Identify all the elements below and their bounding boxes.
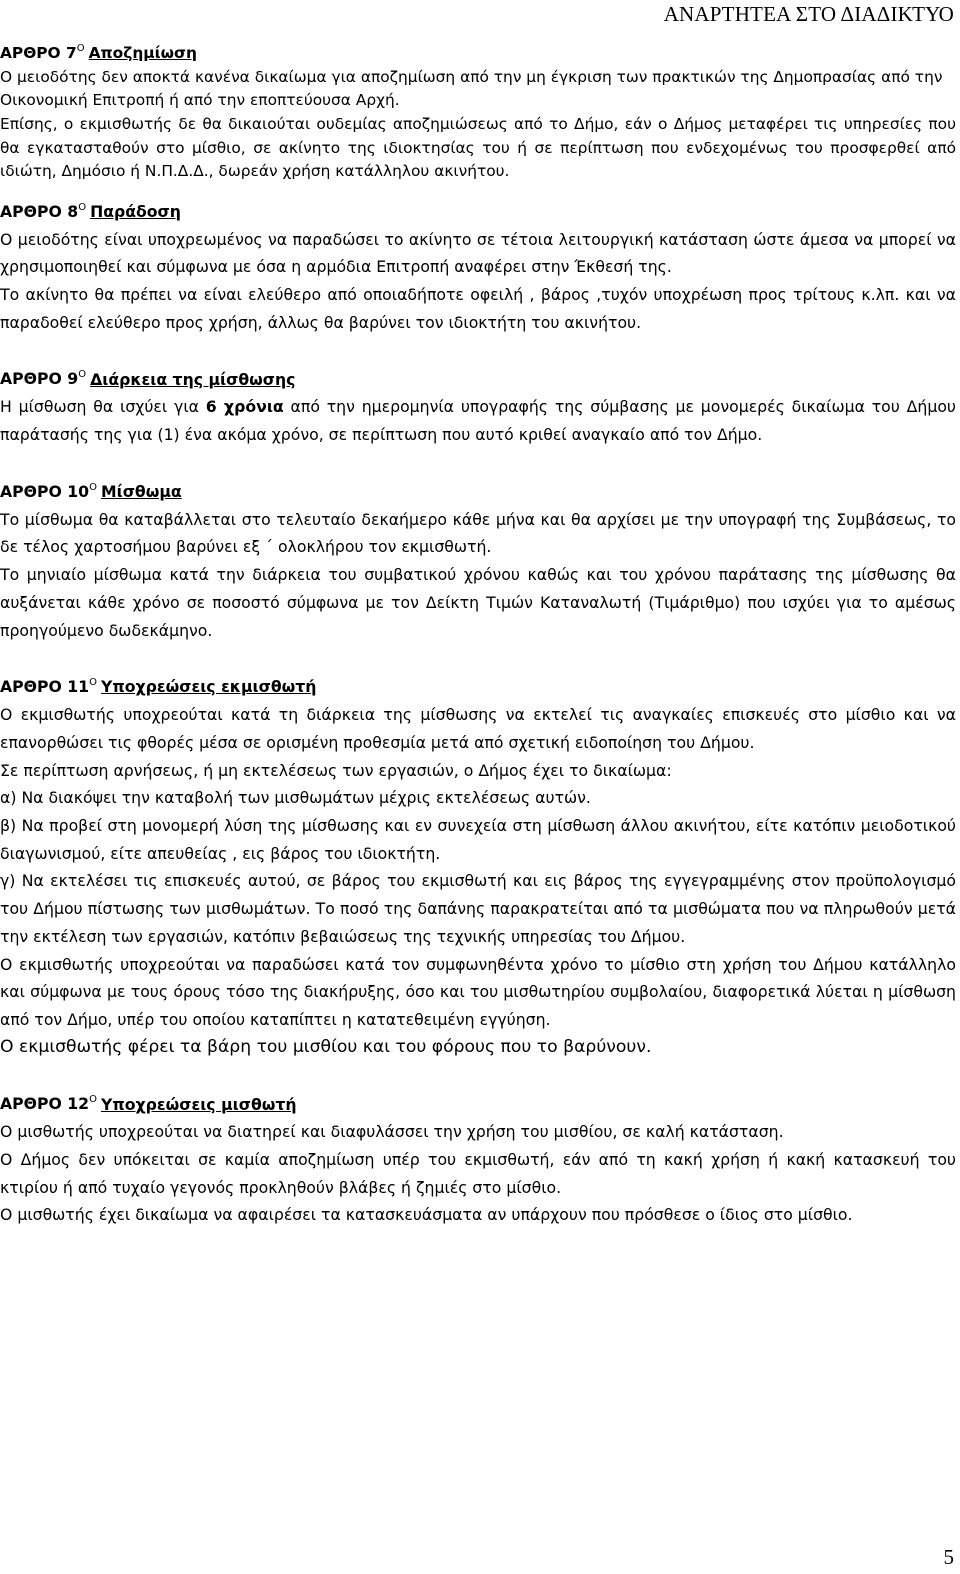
article-10 xyxy=(0,475,956,644)
article-11-item-c: γ) Να εκτελέσει τις επισκευές αυτού, σε βάρος του εκμισθωτή και εις βάρος της εγγεγραμμένης στον προϋπολογισμό του Δήμου πίστωσης των μισθωμάτων. Το ποσό της δαπάνης παρακρατείται από τα μισθώματα που να πληρωθούν μετά την εκτέλεση των εργασιών, κατόπιν βεβαιώσεως της τεχνικής υπηρεσίας του Δήμου. xyxy=(0,871,956,946)
article-10-paragraph-1: Το μίσθωμα θα καταβάλλεται στο τελευταίο δεκαήμερο κάθε μήνα και θα αρχίσει με την υπογραφή της Συμβάσεως, το δε τέλος χαρτοσήμου βαρύνει εξ ΄ ολοκλήρου τον εκμισθωτή. xyxy=(0,509,956,557)
article-9-duration: 6 χρόνια xyxy=(205,397,284,417)
article-12-paragraph-2: Ο Δήμος δεν υπόκειται σε καμία αποζημίωση υπέρ του εκμισθωτή, εάν από τη κακή χρήση ή κακή κατασκευή του κτιρίου ή από τυχαίο γεγονός προκληθούν βλάβες ή ζημιές στο μίσθιο. xyxy=(0,1149,956,1197)
article-10-title: Μίσθωμα xyxy=(100,482,182,502)
article-11-paragraph-delivery: Ο εκμισθωτής υποχρεούται να παραδώσει κατά τον συμφωνηθέντα χρόνο το μίσθιο στη χρήση του Δήμου κατάλληλο και σύμφωνα με τους όρους τόσο της διακήρυξης, όσο και του μισθωτηρίου συμβολαίου, διαφορετικά λύεται η μίσθωση από τον Δήμο, υπέρ του οποίου καταπίπτει η κατατεθειμένη εγγύηση. xyxy=(0,954,956,1029)
article-8-title: Παράδοση xyxy=(90,201,181,221)
article-9-title: Διάρκεια της μίσθωσης xyxy=(90,369,296,389)
article-12 xyxy=(0,1087,956,1229)
document-page xyxy=(0,38,956,1229)
article-7-heading xyxy=(0,38,956,66)
article-10-label: ΑΡΘΡΟ 10 xyxy=(0,482,90,502)
article-9-heading xyxy=(0,362,956,393)
article-9 xyxy=(0,362,956,448)
article-8-ordinal: Ο xyxy=(78,201,87,213)
article-8-paragraph-2: Το ακίνητο θα πρέπει να είναι ελεύθερο από οποιαδήποτε οφειλή , βάρος ,τυχόν υποχρέωση προς τρίτους κ.λπ. και να παραδοθεί ελεύθερο προς χρήση, άλλως θα βαρύνει τον ιδιοκτήτη του ακινήτου. xyxy=(0,285,956,332)
article-7 xyxy=(0,38,956,184)
article-7-ordinal: Ο xyxy=(76,43,85,54)
article-12-paragraph-1: Ο μισθωτής υποχρεούται να διατηρεί και διαφυλάσσει την χρήση του μισθίου, σε καλή κατάσταση. xyxy=(0,1122,784,1142)
article-11-paragraph-1: Ο εκμισθωτής υποχρεούται κατά τη διάρκεια της μίσθωσης να εκτελεί τις αναγκαίες επισκευές στο μίσθιο και να επανορθώσει τις φθορές μέσα σε ορισμένη προθεσμία μετά από σχετική ειδοποίηση του Δήμου. xyxy=(0,705,956,752)
article-11-label: ΑΡΘΡΟ 11 xyxy=(0,677,90,697)
article-9-paragraph-1 xyxy=(0,393,956,448)
article-9-label: ΑΡΘΡΟ 9 xyxy=(0,369,79,389)
article-10-ordinal: Ο xyxy=(89,481,97,493)
article-12-ordinal: Ο xyxy=(89,1094,97,1106)
article-9-text-after: από την ημερομηνία υπογραφής της σύμβασης με μονομερές δικαίωμα του Δήμου παράτασής της για (1) ένα ακόμα χρόνο, σε περίπτωση που αυτό κριθεί αναγκαίο από τον Δήμο. xyxy=(0,397,956,445)
article-9-text-before: Η μίσθωση θα ισχύει για xyxy=(0,397,206,417)
article-12-label: ΑΡΘΡΟ 12 xyxy=(0,1094,90,1114)
article-10-heading xyxy=(0,475,956,506)
article-12-title: Υποχρεώσεις μισθωτή xyxy=(100,1094,297,1114)
article-7-title: Αποζημίωση xyxy=(88,44,197,63)
article-7-paragraph-2: Επίσης, ο εκμισθωτής δε θα δικαιούται ουδεμίας αποζημιώσεως από το Δήμο, εάν ο Δήμος μεταφέρει τις υπηρεσίες που θα εγκατασταθούν στο μίσθιο, σε ακίνητο της ιδιοκτησίας του ή σε περίπτωση που ενδεχομένως του προσφερθεί από ιδιώτη, Δημόσιο ή Ν.Π.Δ.Δ., δωρεάν χρήση κατάλληλου ακινήτου. xyxy=(0,114,956,181)
article-11-heading xyxy=(0,670,956,701)
article-8-paragraph-1: Ο μειοδότης είναι υποχρεωμένος να παραδώσει το ακίνητο σε τέτοια λειτουργική κατάσταση ώστε άμεσα να μπορεί να χρησιμοποιηθεί και σύμφωνα με όσα η αρμόδια Επιτροπή αναφέρει στην Έκθεσή της. xyxy=(0,229,956,277)
article-11 xyxy=(0,670,956,1061)
article-8-heading xyxy=(0,195,956,226)
article-11-item-b: β) Να προβεί στη μονομερή λύση της μίσθωσης και εν συνεχεία στη μίσθωση άλλου ακινήτου, είτε κατόπιν μειοδοτικού διαγωνισμού, είτε απευθείας , εις βάρος του ιδιοκτήτη. xyxy=(0,815,956,863)
article-9-ordinal: Ο xyxy=(78,369,87,381)
article-12-heading xyxy=(0,1087,956,1118)
page-number: 5 xyxy=(943,1545,954,1569)
article-7-label: ΑΡΘΡΟ 7 xyxy=(0,44,77,63)
posting-stamp: ΑΝΑΡΤΗΤΕΑ ΣΤΟ ΔΙΑΔΙΚΤΥΟ xyxy=(663,2,954,26)
article-8-label: ΑΡΘΡΟ 8 xyxy=(0,201,79,221)
article-12-paragraph-3: Ο μισθωτής έχει δικαίωμα να αφαιρέσει τα κατασκευάσματα αν υπάρχουν που πρόσθεσε ο ίδιος στο μίσθιο. xyxy=(0,1205,853,1225)
article-11-item-a: α) Να διακόψει την καταβολή των μισθωμάτων μέχρις εκτελέσεως αυτών. xyxy=(0,788,591,808)
article-11-ordinal: Ο xyxy=(89,677,97,689)
article-8 xyxy=(0,195,956,337)
article-7-paragraph-1: Ο μειοδότης δεν αποκτά κανένα δικαίωμα για αποζημίωση από την μη έγκριση των πρακτικών της Δημοπρασίας από την Οικονομική Επιτροπή ή από την εποπτεύουσα Αρχή. xyxy=(0,67,943,110)
article-11-paragraph-2: Σε περίπτωση αρνήσεως, ή μη εκτελέσεως των εργασιών, ο Δήμος έχει το δικαίωμα: xyxy=(0,760,672,780)
article-11-paragraph-burdens: Ο εκμισθωτής φέρει τα βάρη του μισθίου και του φόρους που το βαρύνουν. xyxy=(0,1036,652,1057)
article-10-paragraph-2: Το μηνιαίο μίσθωμα κατά την διάρκεια του συμβατικού χρόνου καθώς και του χρόνου παράτασης της μίσθωσης θα αυξάνεται κάθε χρόνο σε ποσοστό σύμφωνα με τον Δείκτη Τιμών Καταναλωτή (Τιμάριθμο) που ισχύει για το αμέσως προηγούμενο δωδεκάμηνο. xyxy=(0,565,956,640)
article-11-title: Υποχρεώσεις εκμισθωτή xyxy=(100,677,317,697)
